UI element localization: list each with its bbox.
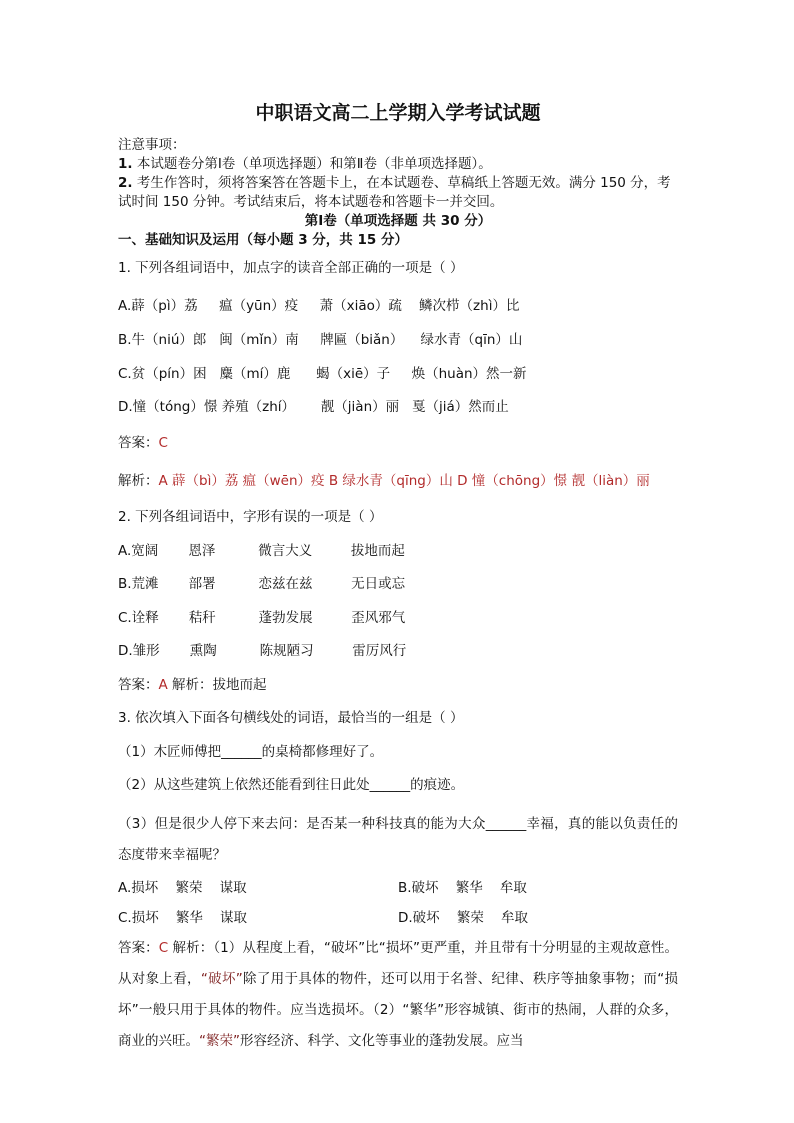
question-3-answer-analysis: 答案：C 解析：（1）从程度上看，“破坏”比“损坏”更严重，并且带有十分明显的主观故意性。从对象上看，“破坏”除了用于具体的物件，还可以用于名誉、纪律、秩序等抽象事物；而“损坏”一般只用于具体的物件。应当选损坏。（2）“繁华”形容城镇、街市的热闹，人群的众多，商业的兴旺。“繁荣”形容经济、科学、文化等事业的蓬勃发展。应当	[118, 939, 679, 1049]
question-3-sentence-3: （3）但是很少人停下来去问：是否某一种科技真的能为大众______幸福，真的能以负责任的态度带来幸福呢？	[118, 815, 678, 863]
notice-item-1: 1. 本试题卷分第Ⅰ卷（单项选择题）和第Ⅱ卷（非单项选择题）。	[118, 156, 492, 172]
question-3-sentence-1: （1）木匠师傅把______的桌椅都修理好了。	[118, 743, 384, 760]
notice-item-2: 2. 考生作答时，须将答案答在答题卡上，在本试题卷、草稿纸上答题无效。满分 150 分，考试时间 150 分钟。考试结束后，将本试题卷和答题卡一并交回。	[118, 175, 671, 210]
question-1-option-c: C.贫（pín）困 麋（mí）鹿 蝎（xiē）子 焕（huàn）然一新	[118, 365, 527, 382]
question-3-options-row-1	[118, 877, 678, 899]
question-2-answer: 答案：A 解析：拔地而起	[118, 676, 267, 693]
question-1-analysis: 解析：A 薜（bì）荔 瘟（wēn）疫 B 绿水青（qīng）山 D 憧（chōng）憬 靓（liàn）丽	[118, 473, 650, 489]
question-2-option-a: A.宽阔 恩泽 微言大义 拔地而起	[118, 542, 405, 559]
question-2-stem: 2. 下列各组词语中，字形有误的一项是（ ）	[118, 509, 383, 525]
question-1-stem: 1. 下列各组词语中，加点字的读音全部正确的一项是（ ）	[118, 260, 464, 276]
question-3-option-d: D.破坏 繁荣 牟取	[398, 909, 529, 926]
question-1-answer: 答案：C	[118, 435, 168, 451]
question-2-option-d: D.雏形 熏陶 陈规陋习 雷厉风行	[118, 643, 407, 659]
question-2-option-c: C.诠释 秸秆 蓬勃发展 歪风邪气	[118, 609, 406, 626]
notice-heading: 注意事项：	[118, 137, 186, 153]
question-3-option-b: B.破坏 繁华 牟取	[398, 879, 527, 896]
question-3-option-c: C.损坏 繁华 谋取	[118, 909, 248, 926]
question-3-sentence-2: （2）从这些建筑上依然还能看到往日此处______的痕迹。	[118, 777, 465, 793]
question-3-stem: 3. 依次填入下面各句横线处的词语，最恰当的一组是（ ）	[118, 710, 464, 726]
question-3-options-row-2	[118, 907, 678, 929]
section1-title: 一、基础知识及运用（每小题 3 分，共 15 分）	[118, 232, 408, 248]
question-1-option-a: A.薜（pì）荔 瘟（yūn）疫 萧（xiāo）疏 鳞次栉（zhì）比	[118, 298, 520, 314]
question-2-option-b: B.荒滩 部署 恋兹在兹 无日或忘	[118, 576, 406, 592]
question-1-option-d: D.憧（tóng）憬 养殖（zhí） 靓（jiàn）丽 戛（jiá）然而止	[118, 399, 509, 415]
document-content	[118, 100, 678, 1070]
question-1-option-b: B.牛（niú）郎 闽（mǐn）南 牌匾（biǎn） 绿水青（qīn）山	[118, 332, 523, 348]
part1-title: 第Ⅰ卷（单项选择题 共 30 分）	[304, 213, 492, 229]
question-3-option-a: A.损坏 繁荣 谋取	[118, 879, 247, 896]
document-title: 中职语文高二上学期入学考试试题	[255, 102, 541, 124]
